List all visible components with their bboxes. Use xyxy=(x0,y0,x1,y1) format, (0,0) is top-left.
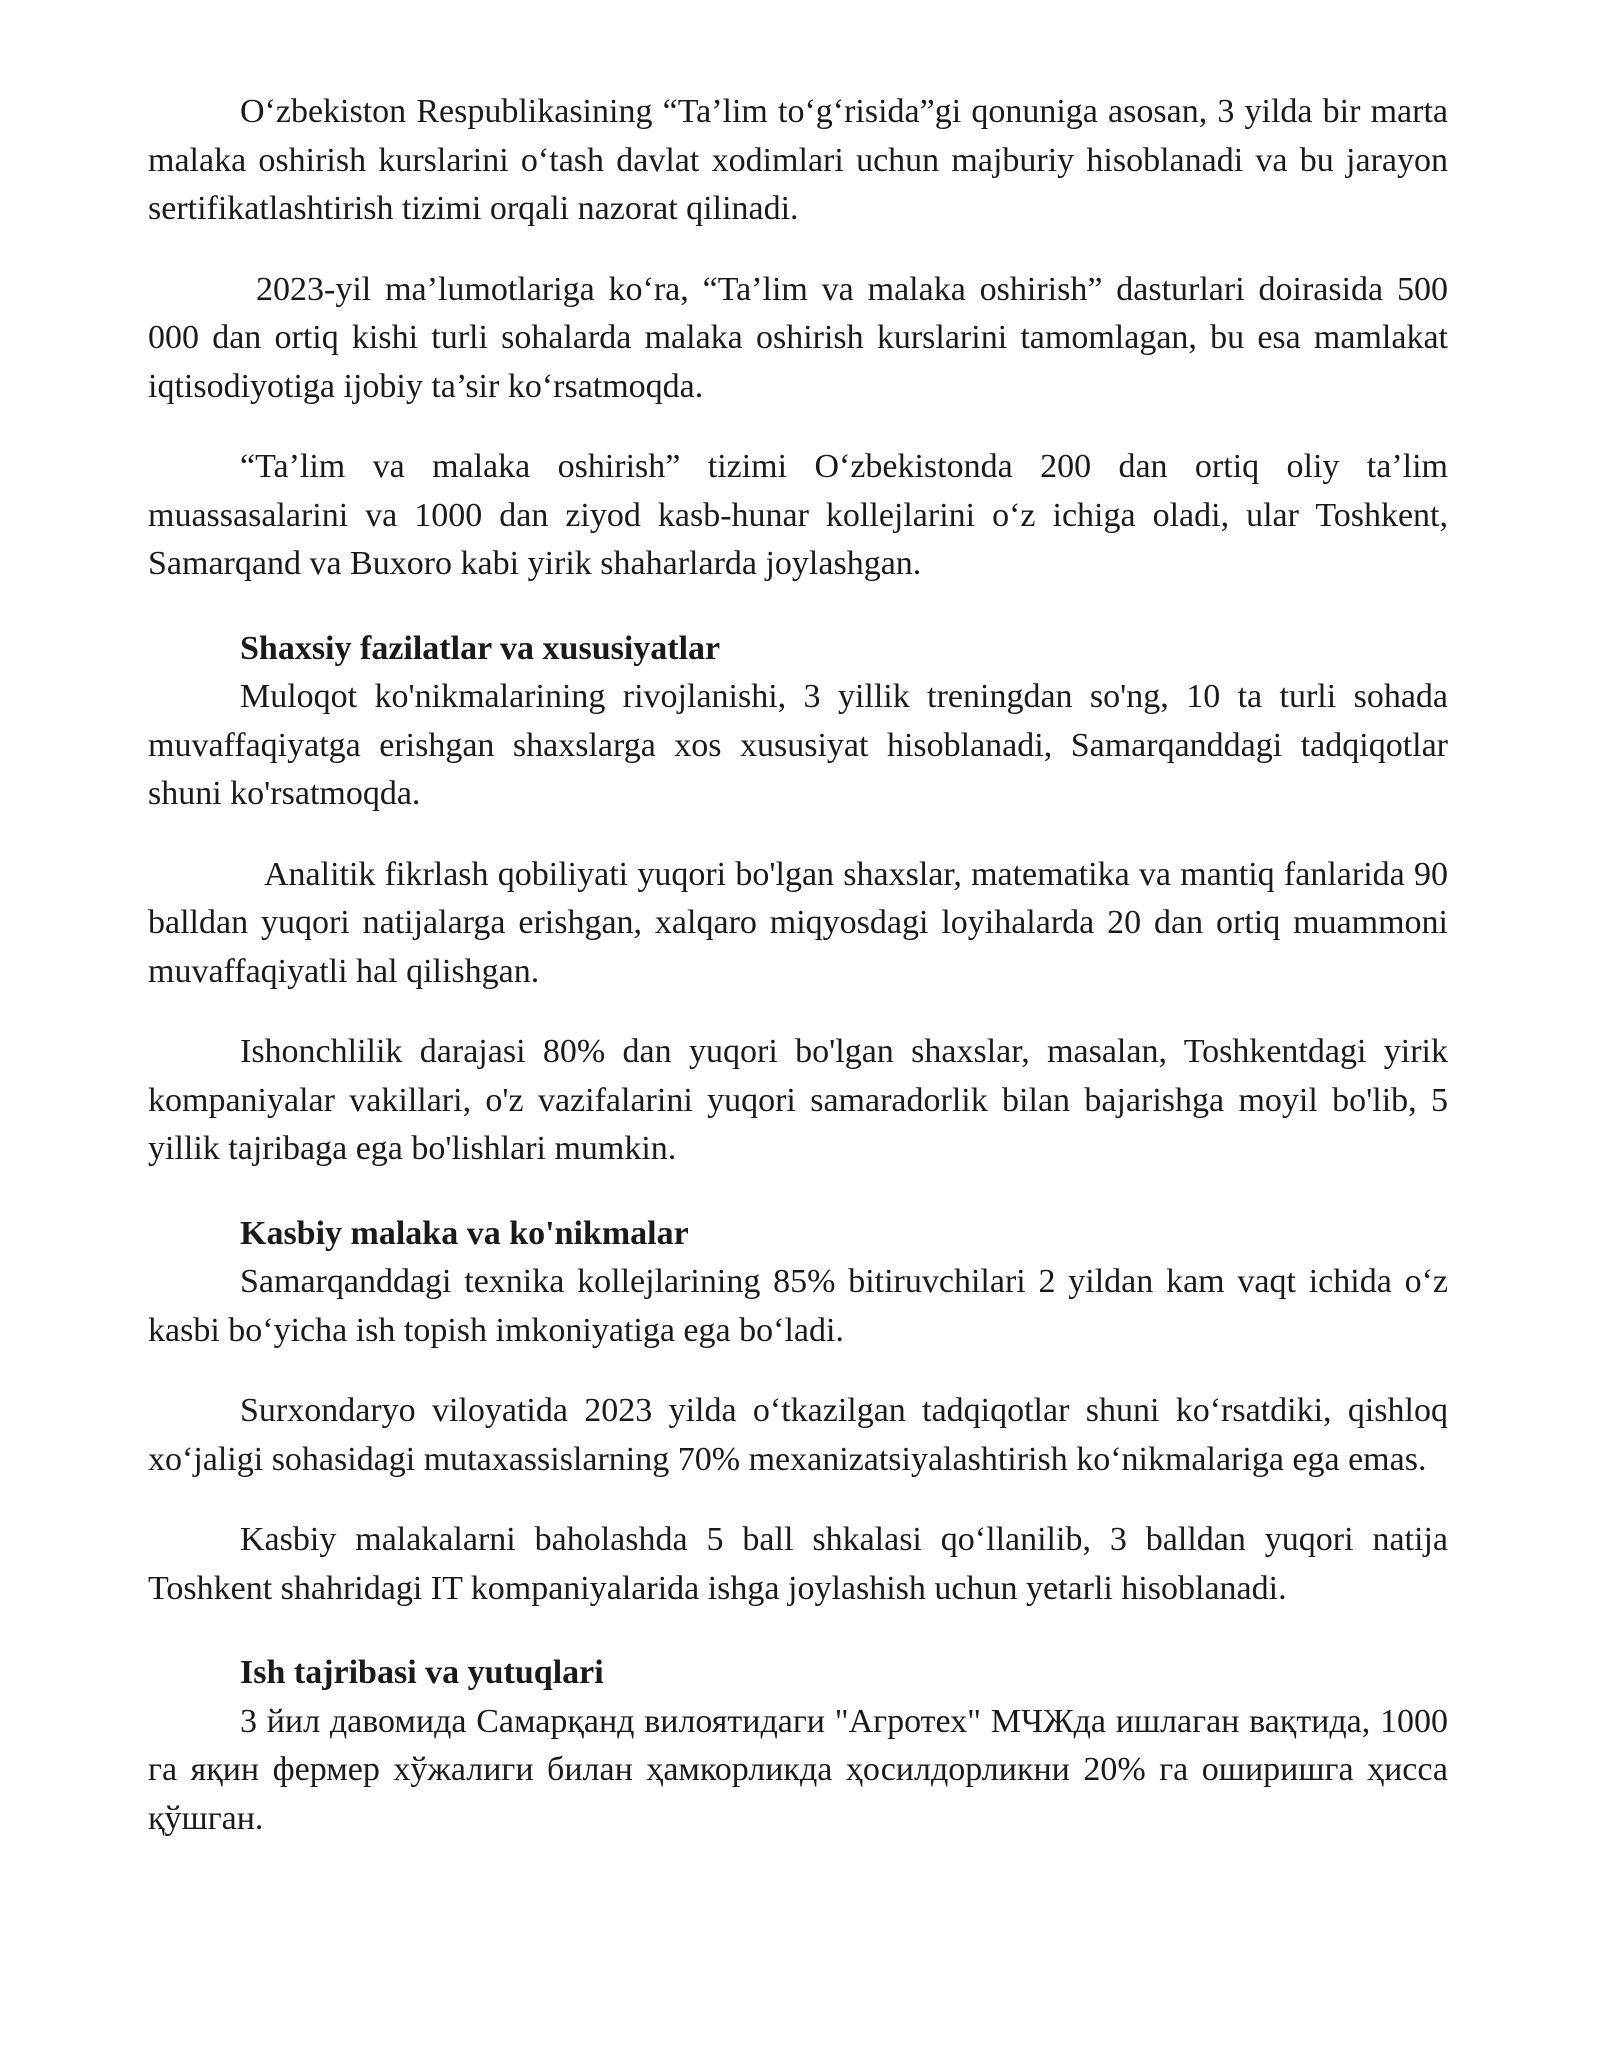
paragraph-agrotech-experience: 3 йил давомида Самарқанд вилоятидаги "Агротех" МЧЖда ишлаган вақтида, 1000 га яқин фермер хўжалиги билан ҳамкорликда ҳосилдорликни 20% га оширишга ҳисса қўшган. xyxy=(148,1702,1448,1837)
document-page xyxy=(148,88,1448,1843)
paragraph-reliability: Ishonchlilik darajasi 80% dan yuqori bo'lgan shaxslar, masalan, Toshkentdagi yirik kompaniyalar vakillari, o'z vazifalarini yuqori samaradorlik bilan bajarishga moyil bo'lib, 5 yillik tajribaga ega bo'lishlari mumkin. xyxy=(148,1033,1448,1167)
paragraph-skill-assessment: Kasbiy malakalarni baholashda 5 ball shkalasi qoʻllanilib, 3 balldan yuqori natija Toshkent shahridagi IT kompaniyalarida ishga joylashish uchun yetarli hisoblanadi. xyxy=(148,1521,1448,1607)
paragraph-education-system: “Ta’lim va malaka oshirish” tizimi Oʻzbekistonda 200 dan ortiq oliy ta’lim muassasalarini va 1000 dan ziyod kasb-hunar kollejlarini oʻz ichiga oladi, ular Toshkent, Samarqand va Buxoro kabi yirik shaharlarda joylashgan. xyxy=(148,448,1448,582)
paragraph-surkhandarya-research: Surxondaryo viloyatida 2023 yilda oʻtkazilgan tadqiqotlar shuni koʻrsatdiki, qishloq xoʻjaligi sohasidagi mutaxassislarning 70% mexanizatsiyalashtirish koʻnikmalariga ega emas. xyxy=(148,1392,1448,1478)
section-heading-professional-skills: Kasbiy malaka va ko'nikmalar xyxy=(240,1214,689,1252)
paragraph-education-law: Oʻzbekiston Respublikasining “Ta’lim toʻgʻrisida”gi qonuniga asosan, 3 yilda bir marta malaka oshirish kurslarini oʻtash davlat xodimlari uchun majburiy hisoblanadi va bu jarayon sertifikatlashtirish tizimi orqali nazorat qilinadi. xyxy=(148,93,1448,227)
paragraph-2023-statistics: 2023-yil ma’lumotlariga koʻra, “Ta’lim va malaka oshirish” dasturlari doirasida 500 000 dan ortiq kishi turli sohalarda malaka oshirish kurslarini tamomlagan, bu esa mamlakat iqtisodiyotiga ijobiy ta’sir koʻrsatmoqda. xyxy=(148,270,1448,405)
section-heading-personal-qualities: Shaxsiy fazilatlar va xususiyatlar xyxy=(240,629,721,667)
paragraph-communication-skills: Muloqot ko'nikmalarining rivojlanishi, 3 yillik treningdan so'ng, 10 ta turli sohada muvaffaqiyatga erishgan shaxslarga xos xususiyat hisoblanadi, Samarqanddagi tadqiqotlar shuni ko'rsatmoqda. xyxy=(148,678,1448,812)
paragraph-analytical-thinking: Analitik fikrlash qobiliyati yuqori bo'lgan shaxslar, matematika va mantiq fanlarida 90 balldan yuqori natijalarga erishgan, xalqaro miqyosdagi loyihalarda 20 dan ortiq muammoni muvaffaqiyatli hal qilishgan. xyxy=(148,855,1448,990)
paragraph-college-graduates: Samarqanddagi texnika kollejlarining 85% bitiruvchilari 2 yildan kam vaqt ichida oʻz kasbi boʻyicha ish topish imkoniyatiga ega boʻladi. xyxy=(148,1263,1448,1349)
section-heading-work-experience: Ish tajribasi va yutuqlari xyxy=(240,1654,604,1691)
